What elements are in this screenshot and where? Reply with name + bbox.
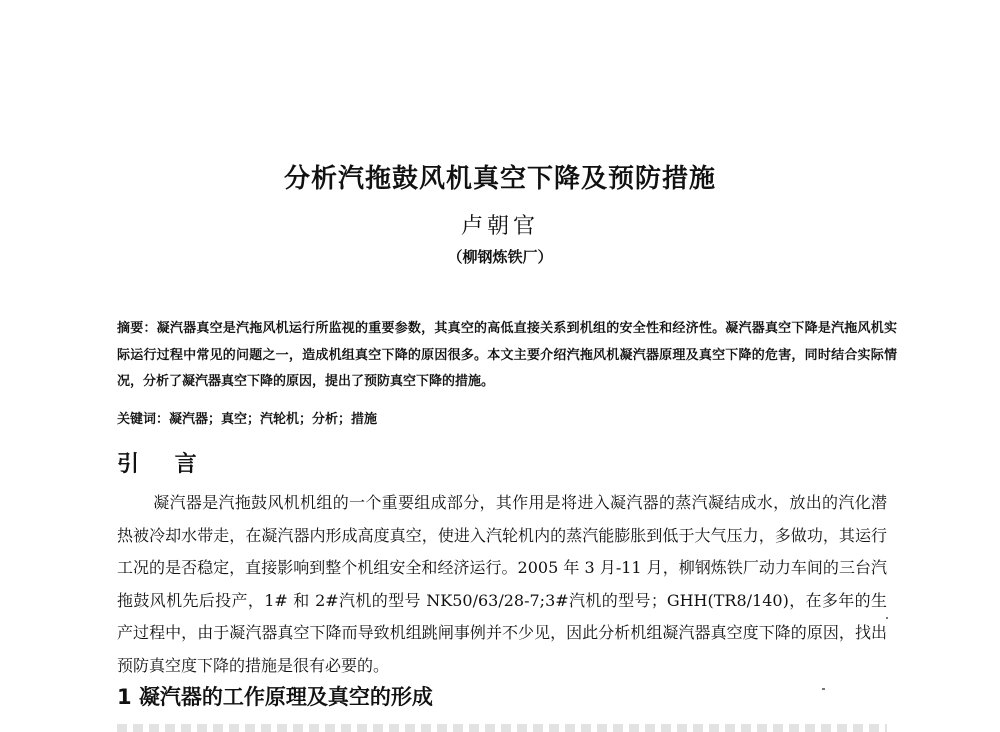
author-name: 卢朝官 — [460, 214, 539, 239]
intro-paragraph-text: 凝汽器是汽拖鼓风机机组的一个重要组成部分，其作用是将进入凝汽器的蒸汽凝结成水，放出的汽化潜热被冷却水带走，在凝汽器内形成高度真空，使进入汽轮机内的蒸汽能膨胀到低于大气压力，多做功，其运行工况的是否稳定，直接影响到整个机组安全和经济运行。2005 年 3 月-11 月，柳钢炼铁厂动力车间的三台汽拖鼓风机先后投产，1# 和 2#汽机的型号 NK50/63/28-7;3#汽机的型号；GHH(TR8/140)，在多年的生产过程中，由于凝汽器真空下降而导致机组跳闸事例并不少见，因此分析机组凝汽器真空度下降的原因，找出预防真空度下降的措施是很有必要的。 — [117, 493, 887, 675]
scan-speck — [822, 688, 825, 690]
paper-title: 分析汽拖鼓风机真空下降及预防措施 — [283, 164, 716, 194]
section-1-heading: 1 凝汽器的工作原理及真空的形成 — [117, 685, 433, 709]
abstract-label: 摘要： — [117, 321, 157, 336]
abstract — [117, 316, 897, 396]
keywords-text: 凝汽器；真空；汽轮机；分析；措施 — [169, 412, 378, 427]
cut-off-text-line — [117, 724, 887, 732]
abstract-text: 凝汽器真空是汽拖风机运行所监视的重要参数，其真空的高低直接关系到机组的安全性和经济性。凝汽器真空下降是汽拖风机实际运行过程中常见的问题之一，造成机组真空下降的原因很多。本文主要介绍汽拖风机凝汽器原理及真空下降的危害，同时结合实际情况，分析了凝汽器真空下降的原因，提出了预防真空下降的措施。 — [117, 321, 897, 389]
intro-paragraph — [117, 487, 887, 682]
keywords — [117, 407, 897, 433]
author-affiliation: （柳钢炼铁厂） — [447, 248, 553, 266]
scan-speck — [886, 617, 888, 619]
keywords-label: 关键词： — [117, 412, 170, 427]
intro-heading: 引 言 — [117, 452, 211, 477]
